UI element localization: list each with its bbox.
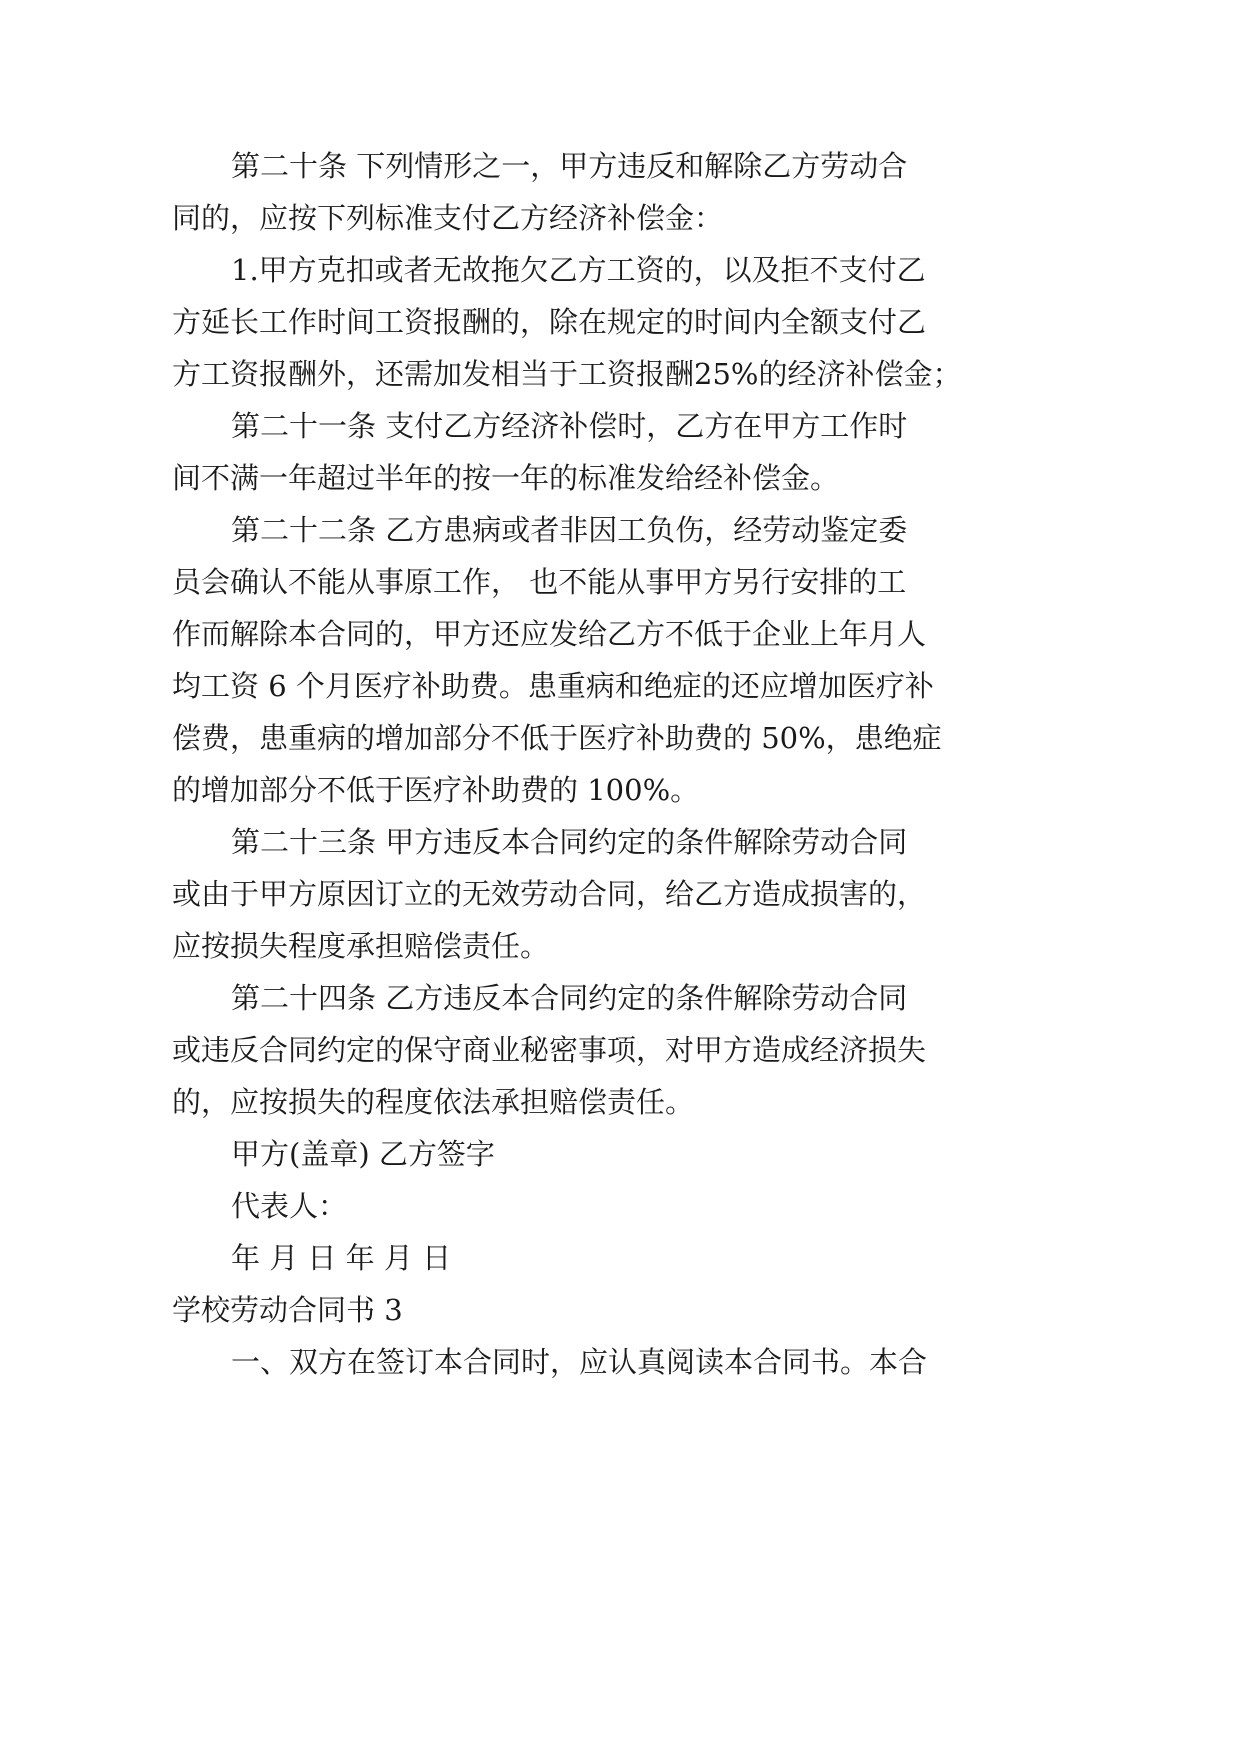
text-line: 作而解除本合同的，甲方还应发给乙方不低于企业上年月人 <box>172 617 927 651</box>
text-line: 的，应按损失的程度依法承担赔偿责任。 <box>172 1085 695 1119</box>
signature-party-line: 甲方(盖章) 乙方签字 <box>231 1137 495 1171</box>
text-line: 第二十三条 甲方违反本合同约定的条件解除劳动合同 <box>231 825 908 859</box>
text-line: 方工资报酬外，还需加发相当于工资报酬25%的经济补偿金； <box>172 357 962 391</box>
text-line: 间不满一年超过半年的按一年的标准发给经补偿金。 <box>172 461 840 495</box>
section-heading: 学校劳动合同书 3 <box>172 1293 403 1327</box>
text-line: 1.甲方克扣或者无故拖欠乙方工资的，以及拒不支付乙 <box>231 253 926 287</box>
text-line: 或由于甲方原因订立的无效劳动合同，给乙方造成损害的， <box>172 877 927 911</box>
date-line: 年 月 日 年 月 日 <box>231 1241 452 1275</box>
text-line: 应按损失程度承担赔偿责任。 <box>172 929 550 963</box>
text-line: 第二十二条 乙方患病或者非因工负伤，经劳动鉴定委 <box>231 513 908 547</box>
text-line: 第二十四条 乙方违反本合同约定的条件解除劳动合同 <box>231 981 908 1015</box>
text-line: 的增加部分不低于医疗补助费的 100%。 <box>172 773 700 807</box>
text-line: 一、双方在签订本合同时，应认真阅读本合同书。本合 <box>231 1345 928 1379</box>
text-line: 方延长工作时间工资报酬的，除在规定的时间内全额支付乙 <box>172 305 927 339</box>
text-line: 第二十条 下列情形之一，甲方违反和解除乙方劳动合 <box>231 149 908 183</box>
text-line: 均工资 6 个月医疗补助费。患重病和绝症的还应增加医疗补 <box>172 669 934 703</box>
text-line: 或违反合同约定的保守商业秘密事项，对甲方造成经济损失 <box>172 1033 927 1067</box>
text-line: 员会确认不能从事原工作， 也不能从事甲方另行安排的工 <box>172 565 907 599</box>
representative-line: 代表人： <box>231 1189 348 1223</box>
text-line: 同的，应按下列标准支付乙方经济补偿金： <box>172 201 724 235</box>
text-line: 偿费，患重病的增加部分不低于医疗补助费的 50%，患绝症 <box>172 721 942 755</box>
text-line: 第二十一条 支付乙方经济补偿时，乙方在甲方工作时 <box>231 409 908 443</box>
